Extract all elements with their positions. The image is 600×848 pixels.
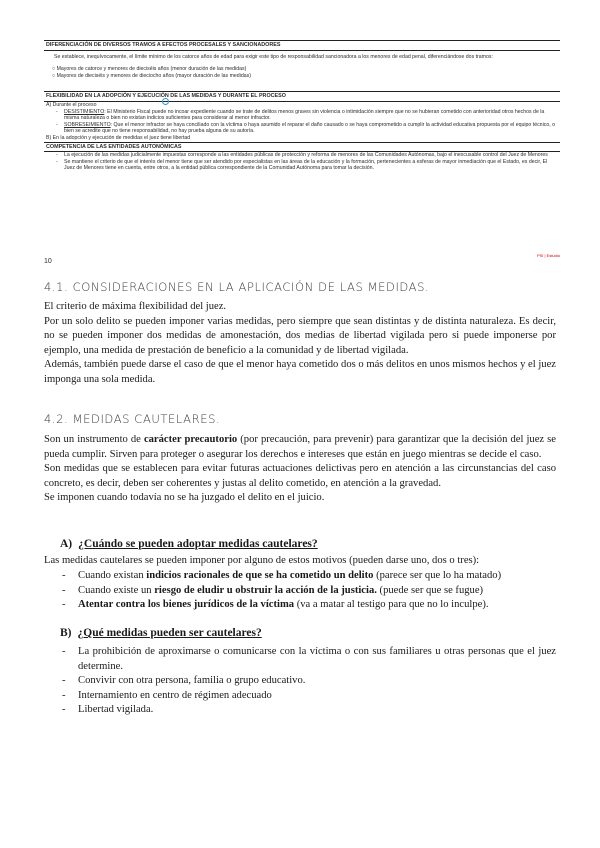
paragraph: Por un solo delito se pueden imponer varias medidas, pero siempre que sean distintas y de distinta naturaleza. Es decir, no se pueden imponer dos medidas de amonestación, dos medias de libertad vigilada pero si puede imponerse por ejemplo, una medida de prestación de beneficio a la comunidad y de libertad vigilada. — [44, 315, 556, 356]
competencia-item: - La ejecución de las medidas judicialmente impuestas corresponde a las entidades públicas de protección y reforma de menores de las Comunidades Autónomas, bajo el inexcusable control del Juez de Menores — [44, 152, 560, 159]
subsection-a-heading: A) ¿Cuándo se pueden adoptar medidas cautelares? — [60, 538, 318, 550]
table-header-tramos: DIFERENCIACIÓN DE DIVERSOS TRAMOS A EFECTOS PROCESALES Y SANCIONADORES — [44, 40, 560, 51]
list-item: - Libertad vigilada. — [44, 703, 556, 718]
paragraph: El criterio de máxima flexibilidad del juez. — [44, 301, 227, 312]
page-number: 10 — [44, 258, 52, 266]
tramos-intro: Se establece, inequívocamente, el límite mínimo de los catorce años de edad para exigir este tipo de responsabilidad sancionadora a los menores de edad penal, diferenciándose dos tramos: — [54, 53, 493, 60]
medidas-cautelares-list — [44, 645, 556, 718]
section-42-title: 4.2. MEDIDAS CAUTELARES. — [44, 412, 221, 426]
sobreseimiento-item: - SOBRESEIMIENTO: Que el menor infractor se haya conciliado con la víctima o haya asumido el reparar el daño causado o se haya comprometido a cumplir la actividad educativa propuesta por el equipo técnico, o bien se acredite que no tiene responsabilidad, no hay prueba alguna de su autoría. — [44, 122, 560, 135]
tramo-item: ○ Mayores de catorce y menores de dieciséis años (menor duración de las medidas) — [52, 66, 247, 73]
competencia-item: - Se mantiene el criterio de que el interés del menor tiene que ser atendido por especialistas en las áreas de la educación y la formación, pertenecientes a esferas de mayor inmediación que el Estado, es decir, El Juez de Menores tiene en cuenta, entre otros, a la entidad pública correspondiente de la Comunidad Autónoma para tomar la decisión. — [44, 159, 560, 172]
list-item: - Internamiento en centro de régimen adecuado — [44, 689, 556, 704]
paragraph: Son un instrumento de carácter precautorio (por precaución, para prevenir) para garantizar que la decisión del juez se pueda cumplir. Sirven para proteger o asegurar los derechos e intereses que están en juego mientras se decide el caso. — [44, 434, 556, 460]
list-item: - Cuando existe un riesgo de eludir u obstruir la acción de la justicia. (puede ser que se fugue) — [44, 584, 556, 599]
table-header-competencia: COMPETENCIA DE LAS ENTIDADES AUTONÓMICAS — [44, 142, 560, 153]
list-item: - La prohibición de aproximarse o comunicarse con la víctima o con sus familiares u otras personas que el juez determine. — [44, 645, 556, 674]
motivos-list — [44, 569, 556, 613]
subsection-b-heading: B) ¿Qué medidas pueden ser cautelares? — [60, 627, 262, 639]
list-item: - Convivir con otra persona, familia o grupo educativo. — [44, 674, 556, 689]
section-41-title: 4.1. CONSIDERACIONES EN LA APLICACIÓN DE LAS MEDIDAS. — [44, 280, 430, 294]
list-item: - Cuando existan indicios racionales de que se ha cometido un delito (parece ser que lo ha matado) — [44, 569, 556, 584]
paragraph: Son medidas que se establecen para evitar futuras actuaciones delictivas pero en atención a las circunstancias del caso concreto, es decir, deben ser coherentes y justas al delito cometido, en atención a la gravedad. — [44, 463, 556, 489]
section-42-body — [44, 433, 556, 506]
adopcion-label: B) En la adopción y ejecución de medidas el juez tiene libertad — [46, 134, 191, 141]
section-41-body — [44, 300, 556, 388]
scanned-table-image — [44, 40, 560, 266]
desistimiento-item: - DESISTIMIENTO: El Ministerio Fiscal puede no incoar expediente cuando se trate de delitos menos graves sin violencia o intimidación siempre que no se hubieran cometido con anterioridad otros hechos de la misma naturaleza o bien no existan indicios suficientes para considerar al menor infractor. — [44, 109, 560, 122]
table-header-flexibilidad: FLEXIBILIDAD EN LA ADOPCIÓN Y EJECUCIÓN DE LAS MEDIDAS Y DURANTE EL PROCESO — [44, 91, 560, 102]
list-item: - Atentar contra los bienes jurídicos de la víctima (va a matar al testigo para que no lo inculpe). — [44, 598, 556, 613]
tramo-item: ○ Mayores de dieciséis y menores de dieciocho años (mayor duración de las medidas) — [52, 72, 251, 79]
subsection-a-intro: Las medidas cautelares se pueden imponer por alguno de estos motivos (pueden darse uno, dos o tres): — [44, 555, 480, 566]
durante-proceso-label: A) Durante el proceso — [46, 101, 97, 108]
brand-watermark: PSI | Estudio — [536, 253, 560, 259]
paragraph: Se imponen cuando todavía no se ha juzgado el delito en el juicio. — [44, 492, 325, 504]
paragraph: Además, también puede darse el caso de que el menor haya cometido dos o más delitos en unos mismos hechos y el juez imponga una sola medida. — [44, 359, 556, 385]
location-pin-icon — [162, 98, 169, 105]
